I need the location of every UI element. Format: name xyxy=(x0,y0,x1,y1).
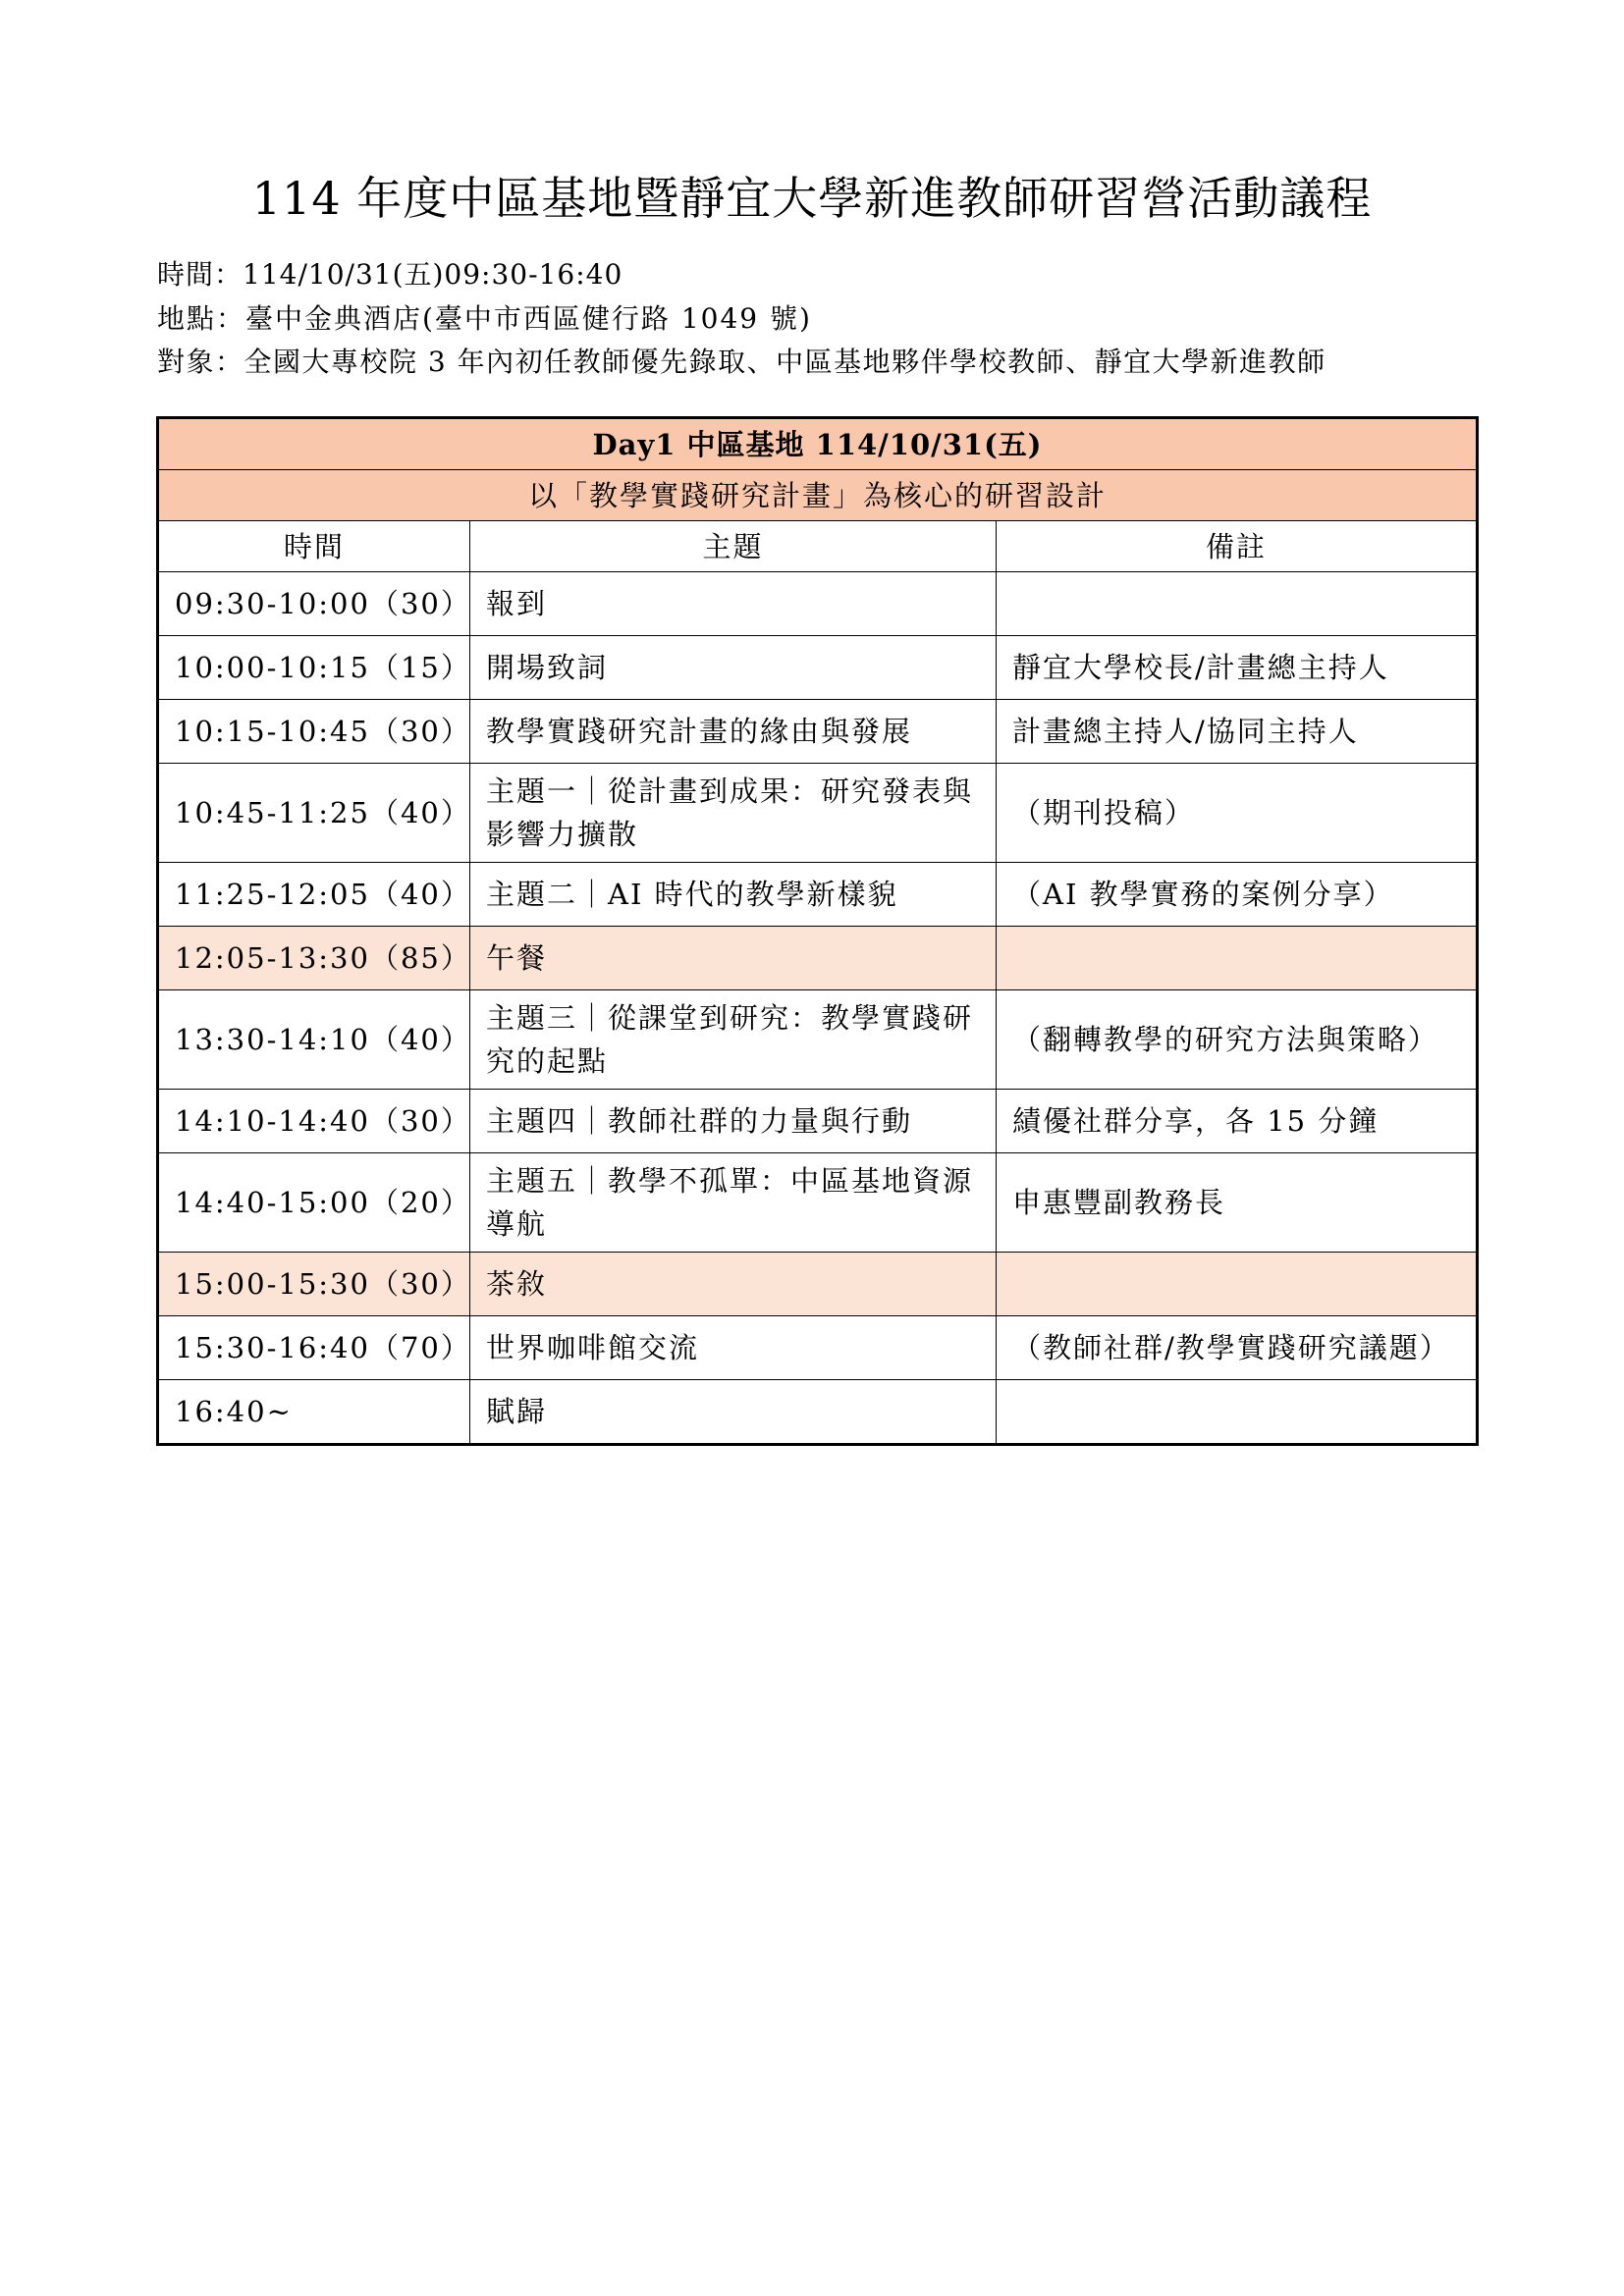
table-row xyxy=(158,863,1478,927)
row-topic: 主題三｜從課堂到研究：教學實踐研究的起點 xyxy=(470,990,997,1090)
row-time: 10:15-10:45（30） xyxy=(158,700,470,764)
row-topic: 主題一｜從計畫到成果：研究發表與影響力擴散 xyxy=(470,764,997,863)
table-row xyxy=(158,1153,1478,1253)
row-topic: 世界咖啡館交流 xyxy=(470,1316,997,1380)
row-topic: 報到 xyxy=(470,572,997,636)
row-time: 10:45-11:25（40） xyxy=(158,764,470,863)
row-topic: 午餐 xyxy=(470,927,997,990)
theme-header: 以「教學實踐研究計畫」為核心的研習設計 xyxy=(158,470,1478,521)
row-topic: 茶敘 xyxy=(470,1253,997,1316)
table-row xyxy=(158,990,1478,1090)
day-header-row xyxy=(158,418,1478,470)
row-time: 15:00-15:30（30） xyxy=(158,1253,470,1316)
row-time: 14:10-14:40（30） xyxy=(158,1090,470,1153)
table-row-break xyxy=(158,1253,1478,1316)
row-note xyxy=(997,1380,1478,1445)
table-row xyxy=(158,1380,1478,1445)
row-topic: 開場致詞 xyxy=(470,636,997,700)
row-topic: 教學實踐研究計畫的緣由與發展 xyxy=(470,700,997,764)
row-note: 計畫總主持人/協同主持人 xyxy=(997,700,1478,764)
table-row-break xyxy=(158,927,1478,990)
table-row xyxy=(158,572,1478,636)
row-topic: 主題二｜AI 時代的教學新樣貌 xyxy=(470,863,997,927)
row-note: （期刊投稿） xyxy=(997,764,1478,863)
row-note: 績優社群分享，各 15 分鐘 xyxy=(997,1090,1478,1153)
row-note xyxy=(997,572,1478,636)
row-topic: 主題四｜教師社群的力量與行動 xyxy=(470,1090,997,1153)
table-row xyxy=(158,764,1478,863)
column-header-note: 備註 xyxy=(997,521,1478,572)
row-time: 16:40~ xyxy=(158,1380,470,1445)
table-row xyxy=(158,1090,1478,1153)
row-note xyxy=(997,1253,1478,1316)
event-location: 地點：臺中金典酒店(臺中市西區健行路 1049 號) xyxy=(157,302,812,335)
row-topic: 賦歸 xyxy=(470,1380,997,1445)
agenda-table xyxy=(156,416,1479,1446)
theme-header-row xyxy=(158,470,1478,521)
row-note: 申惠豐副教務長 xyxy=(997,1153,1478,1253)
row-note: （教師社群/教學實踐研究議題） xyxy=(997,1316,1478,1380)
row-time: 09:30-10:00（30） xyxy=(158,572,470,636)
table-row xyxy=(158,1316,1478,1380)
row-time: 12:05-13:30（85） xyxy=(158,927,470,990)
row-time: 13:30-14:10（40） xyxy=(158,990,470,1090)
day-header: Day1 中區基地 114/10/31(五) xyxy=(158,418,1478,470)
row-note xyxy=(997,927,1478,990)
event-audience: 對象：全國大專校院 3 年內初任教師優先錄取、中區基地夥伴學校教師、靜宜大學新進教師 xyxy=(157,346,1326,378)
row-time: 10:00-10:15（15） xyxy=(158,636,470,700)
row-topic: 主題五｜教學不孤單：中區基地資源導航 xyxy=(470,1153,997,1253)
column-header-row xyxy=(158,521,1478,572)
row-note: （翻轉教學的研究方法與策略） xyxy=(997,990,1478,1090)
row-time: 14:40-15:00（20） xyxy=(158,1153,470,1253)
table-row xyxy=(158,636,1478,700)
row-note: （AI 教學實務的案例分享） xyxy=(997,863,1478,927)
column-header-time: 時間 xyxy=(158,521,470,572)
page-title: 114 年度中區基地暨靜宜大學新進教師研習營活動議程 xyxy=(251,172,1373,225)
table-row xyxy=(158,700,1478,764)
row-note: 靜宜大學校長/計畫總主持人 xyxy=(997,636,1478,700)
column-header-topic: 主題 xyxy=(470,521,997,572)
row-time: 11:25-12:05（40） xyxy=(158,863,470,927)
event-time: 時間：114/10/31(五)09:30-16:40 xyxy=(157,258,623,291)
row-time: 15:30-16:40（70） xyxy=(158,1316,470,1380)
